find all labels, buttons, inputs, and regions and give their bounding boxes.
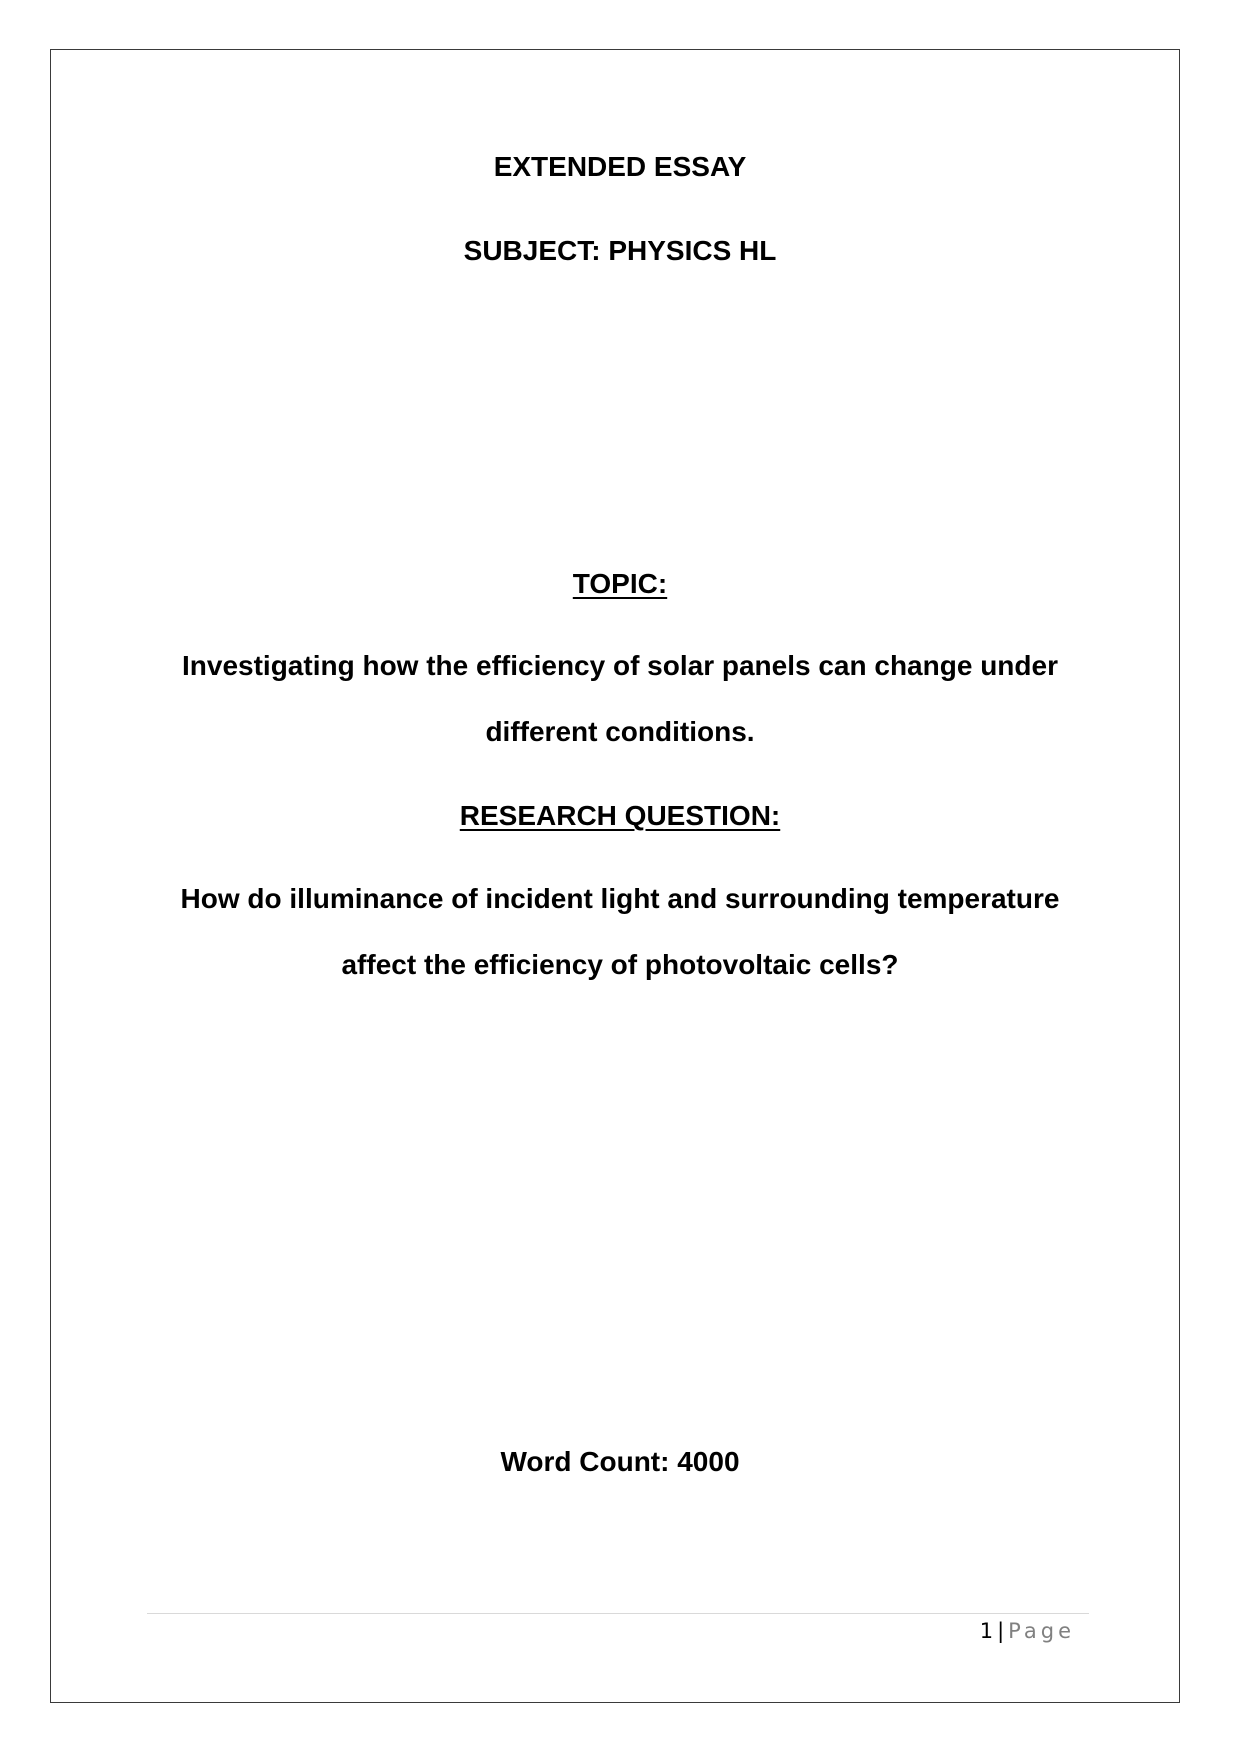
research-question-line-1: How do illuminance of incident light and surrounding temperature xyxy=(180,883,1060,914)
topic-heading-text: TOPIC: xyxy=(572,568,668,599)
page-number-value: 1 xyxy=(979,1619,994,1643)
research-question-heading xyxy=(0,798,1240,834)
word-count: Word Count: 4000 xyxy=(500,1446,740,1477)
topic-line-2: different conditions. xyxy=(485,716,755,747)
page-label: Page xyxy=(1008,1619,1075,1643)
document-title: EXTENDED ESSAY xyxy=(493,151,747,182)
research-question-line-2: affect the efficiency of photovoltaic cells? xyxy=(341,949,899,980)
research-question-heading-text: RESEARCH QUESTION: xyxy=(459,800,781,831)
topic-heading xyxy=(0,566,1240,602)
page-number-separator: | xyxy=(997,1619,1005,1643)
topic-line-1: Investigating how the efficiency of solar panels can change under xyxy=(182,650,1058,681)
page-number xyxy=(980,1616,1075,1646)
subject-line: SUBJECT: PHYSICS HL xyxy=(463,235,777,266)
footer-rule xyxy=(147,1613,1089,1614)
